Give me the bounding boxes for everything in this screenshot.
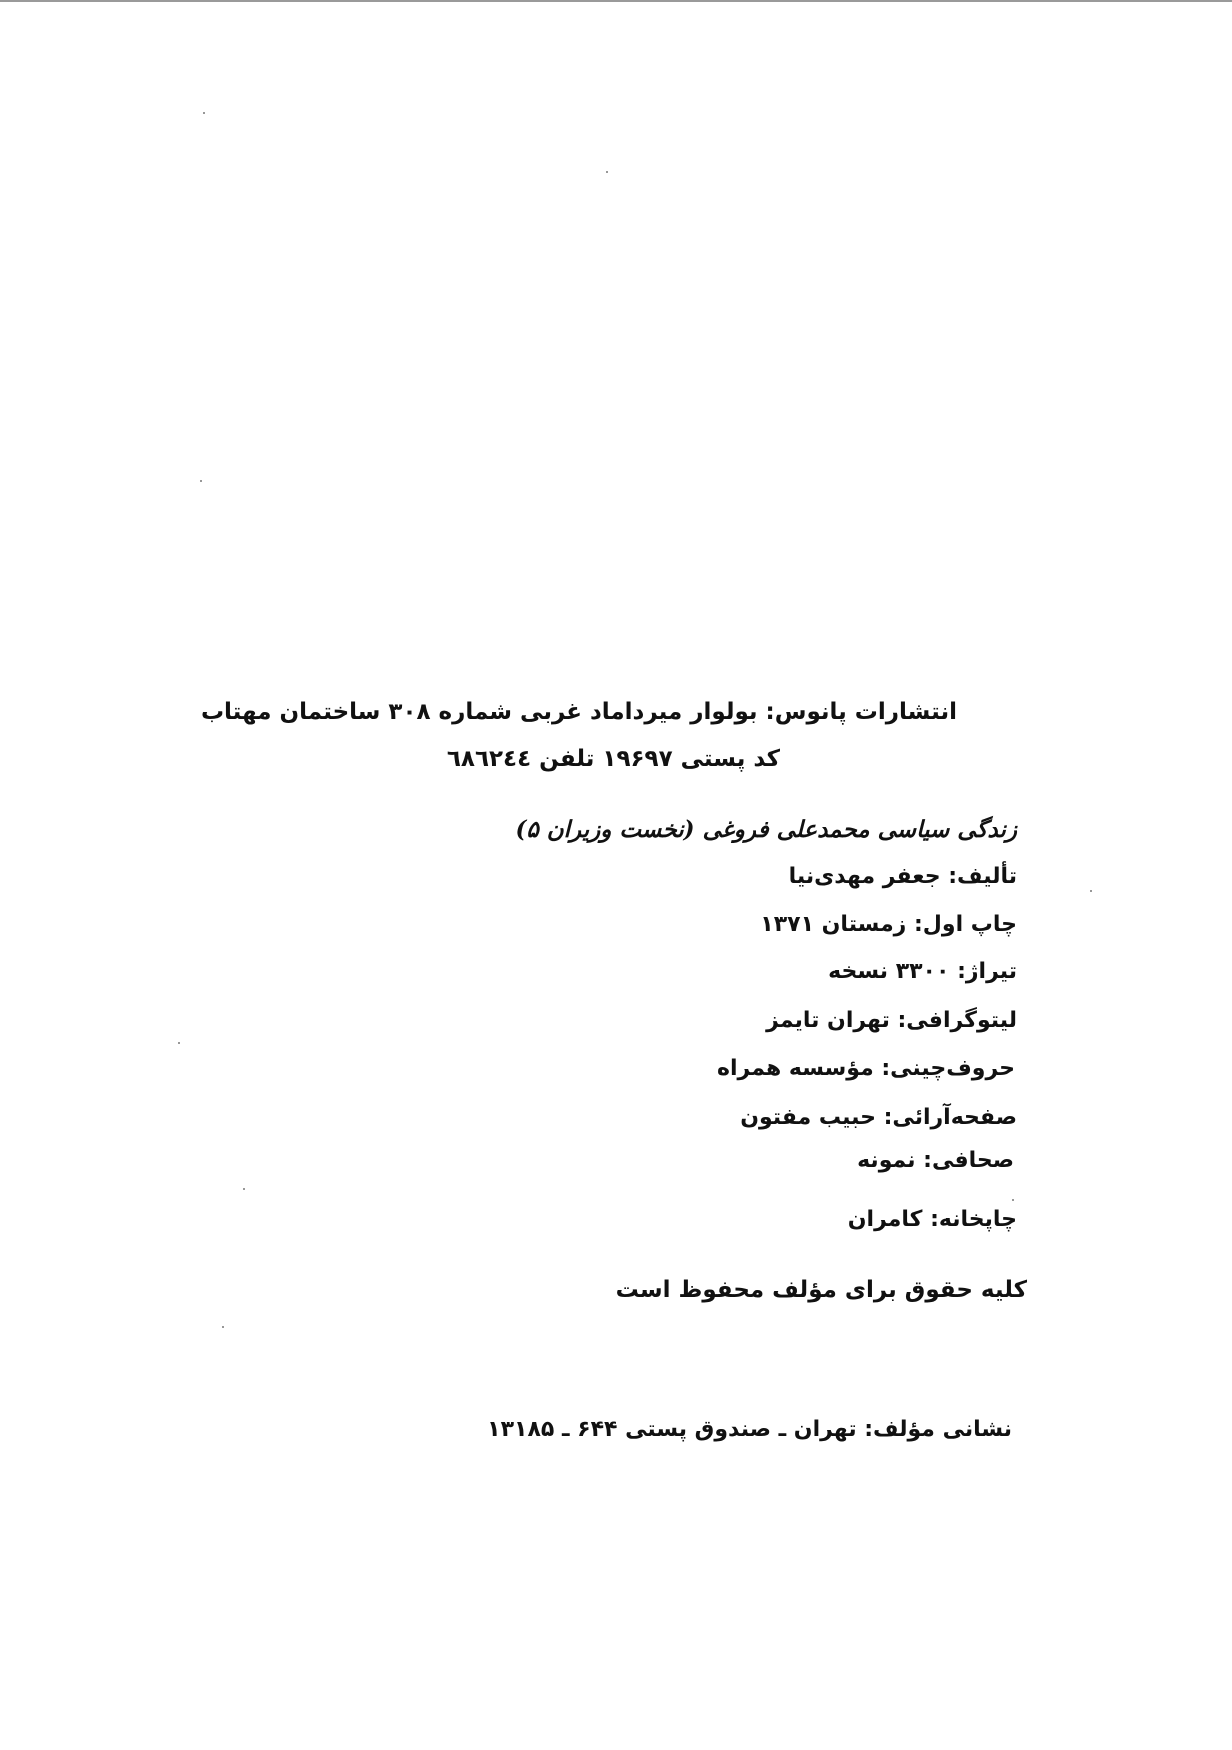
book-title: زندگی سیاسی محمدعلی فروغی (نخست وزیران ۵)	[515, 816, 1017, 843]
author-address: نشانی مؤلف: تهران ـ صندوق پستی ۶۴۴ ـ ۱۳۱۸۵	[487, 1417, 1012, 1442]
book-copyright: کلیه حقوق برای مؤلف محفوظ است	[615, 1277, 1027, 1303]
scan-speck	[1012, 1199, 1014, 1201]
publisher-postal-phone: کد پستی ۱۹۶۹۷ تلفن ٦٨٦٢٤٤	[446, 746, 780, 772]
book-binding: صحافی: نمونه	[857, 1148, 1014, 1173]
book-print-run: تیراژ: ۳۳۰۰ نسخه	[828, 959, 1017, 984]
book-typesetting: حروف‌چینی: مؤسسه همراه	[717, 1056, 1015, 1081]
book-edition: چاپ اول: زمستان ۱۳۷۱	[760, 912, 1017, 937]
scan-speck	[200, 480, 202, 482]
scan-speck	[222, 1326, 224, 1328]
publisher-address: انتشارات پانوس: بولوار میرداماد غربی شماره ۳۰۸ ساختمان مهتاب	[200, 699, 957, 725]
scan-speck	[178, 1042, 180, 1044]
book-lithography: لیتوگرافی: تهران تایمز	[766, 1008, 1017, 1033]
top-border-line	[0, 0, 1232, 2]
scan-speck	[1090, 890, 1092, 892]
scan-speck	[203, 112, 205, 114]
scan-speck	[243, 1188, 245, 1190]
scan-speck	[606, 171, 608, 173]
book-author: تألیف: جعفر مهدی‌نیا	[788, 864, 1017, 889]
book-layout: صفحه‌آرائی: حبیب مفتون	[740, 1105, 1017, 1130]
book-printing-house: چاپخانه: کامران	[847, 1207, 1017, 1232]
